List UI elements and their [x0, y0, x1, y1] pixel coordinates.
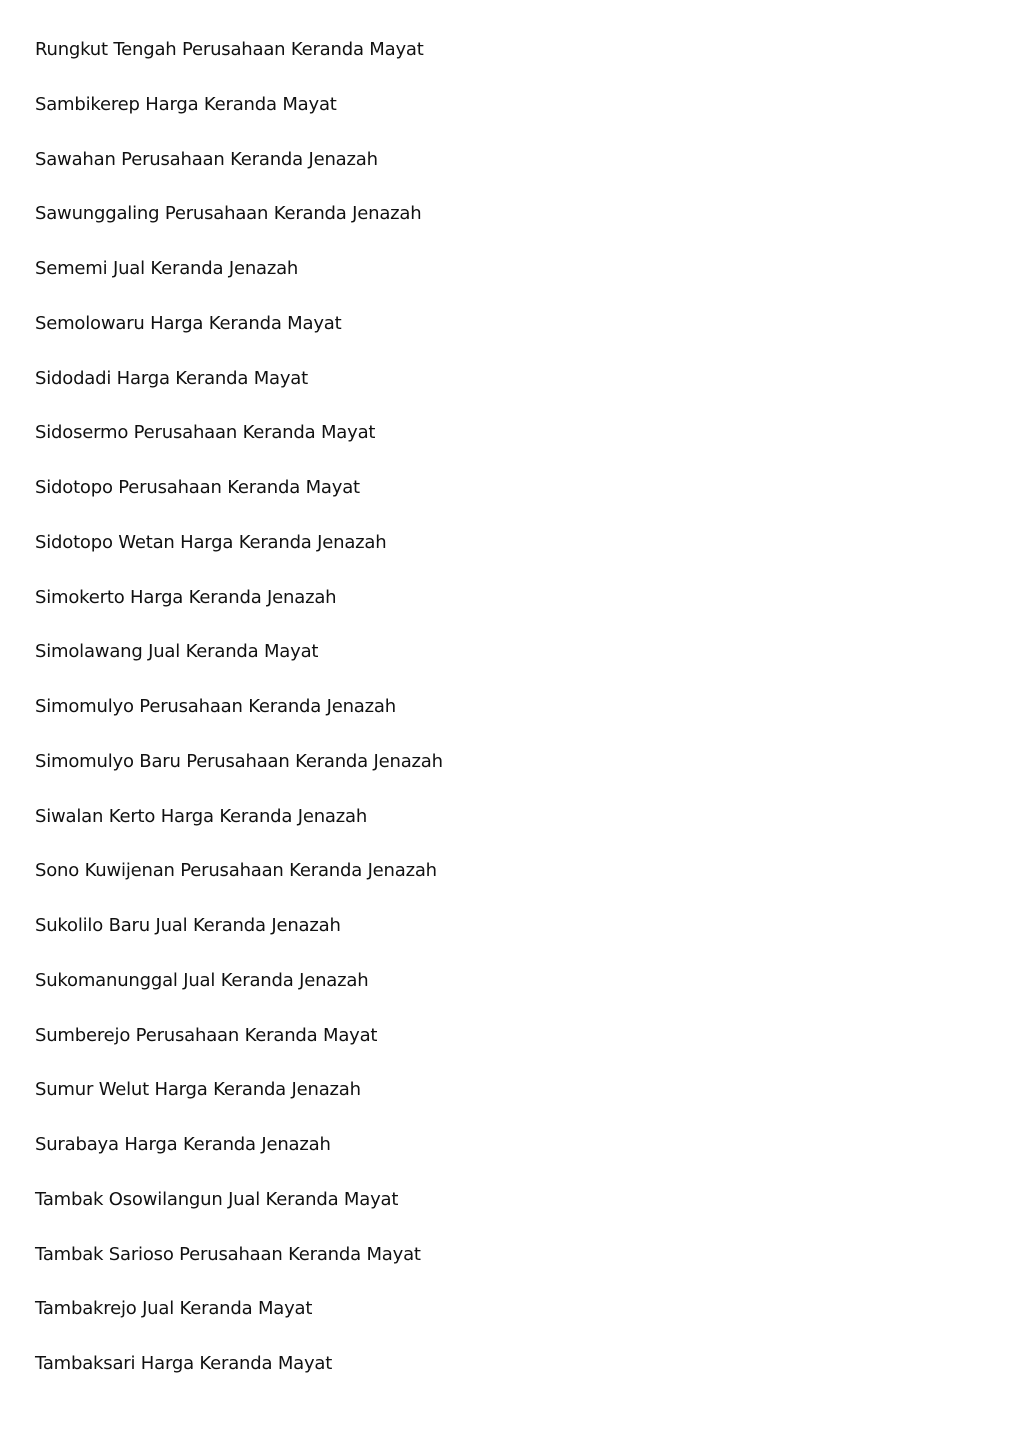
list-item: Surabaya Harga Keranda Jenazah: [35, 1134, 331, 1155]
list-item: Sukomanunggal Jual Keranda Jenazah: [35, 969, 369, 991]
list-item: Simolawang Jual Keranda Mayat: [35, 641, 319, 663]
list-item: Rungkut Tengah Perusahaan Keranda Mayat: [35, 39, 424, 60]
text-list: [35, 36, 443, 1405]
list-item: Sememi Jual Keranda Jenazah: [35, 258, 299, 279]
list-item: Sumberejo Perusahaan Keranda Mayat: [35, 1024, 378, 1046]
list-item: Simomulyo Perusahaan Keranda Jenazah: [35, 696, 396, 717]
list-item: Sidodadi Harga Keranda Mayat: [35, 367, 308, 389]
list-item: Sawunggaling Perusahaan Keranda Jenazah: [35, 203, 422, 225]
list-item: Tambakrejo Jual Keranda Mayat: [35, 1298, 313, 1320]
list-item: Sawahan Perusahaan Keranda Jenazah: [35, 148, 378, 170]
list-item: Siwalan Kerto Harga Keranda Jenazah: [35, 805, 368, 827]
list-item: Tambak Sarioso Perusahaan Keranda Mayat: [35, 1243, 421, 1265]
list-item: Tambaksari Harga Keranda Mayat: [35, 1353, 333, 1374]
list-item: Simomulyo Baru Perusahaan Keranda Jenazah: [35, 750, 443, 772]
list-item: Sidosermo Perusahaan Keranda Mayat: [35, 422, 376, 444]
list-item: Sumur Welut Harga Keranda Jenazah: [35, 1079, 361, 1101]
list-item: Simokerto Harga Keranda Jenazah: [35, 586, 337, 608]
list-item: Sidotopo Wetan Harga Keranda Jenazah: [35, 531, 387, 553]
list-item: Sidotopo Perusahaan Keranda Mayat: [35, 477, 360, 498]
list-item: Tambak Osowilangun Jual Keranda Mayat: [35, 1188, 399, 1210]
list-item: Sambikerep Harga Keranda Mayat: [35, 93, 337, 115]
list-item: Semolowaru Harga Keranda Mayat: [35, 312, 342, 334]
list-item: Sono Kuwijenan Perusahaan Keranda Jenazah: [35, 860, 437, 882]
list-item: Sukolilo Baru Jual Keranda Jenazah: [35, 915, 341, 936]
